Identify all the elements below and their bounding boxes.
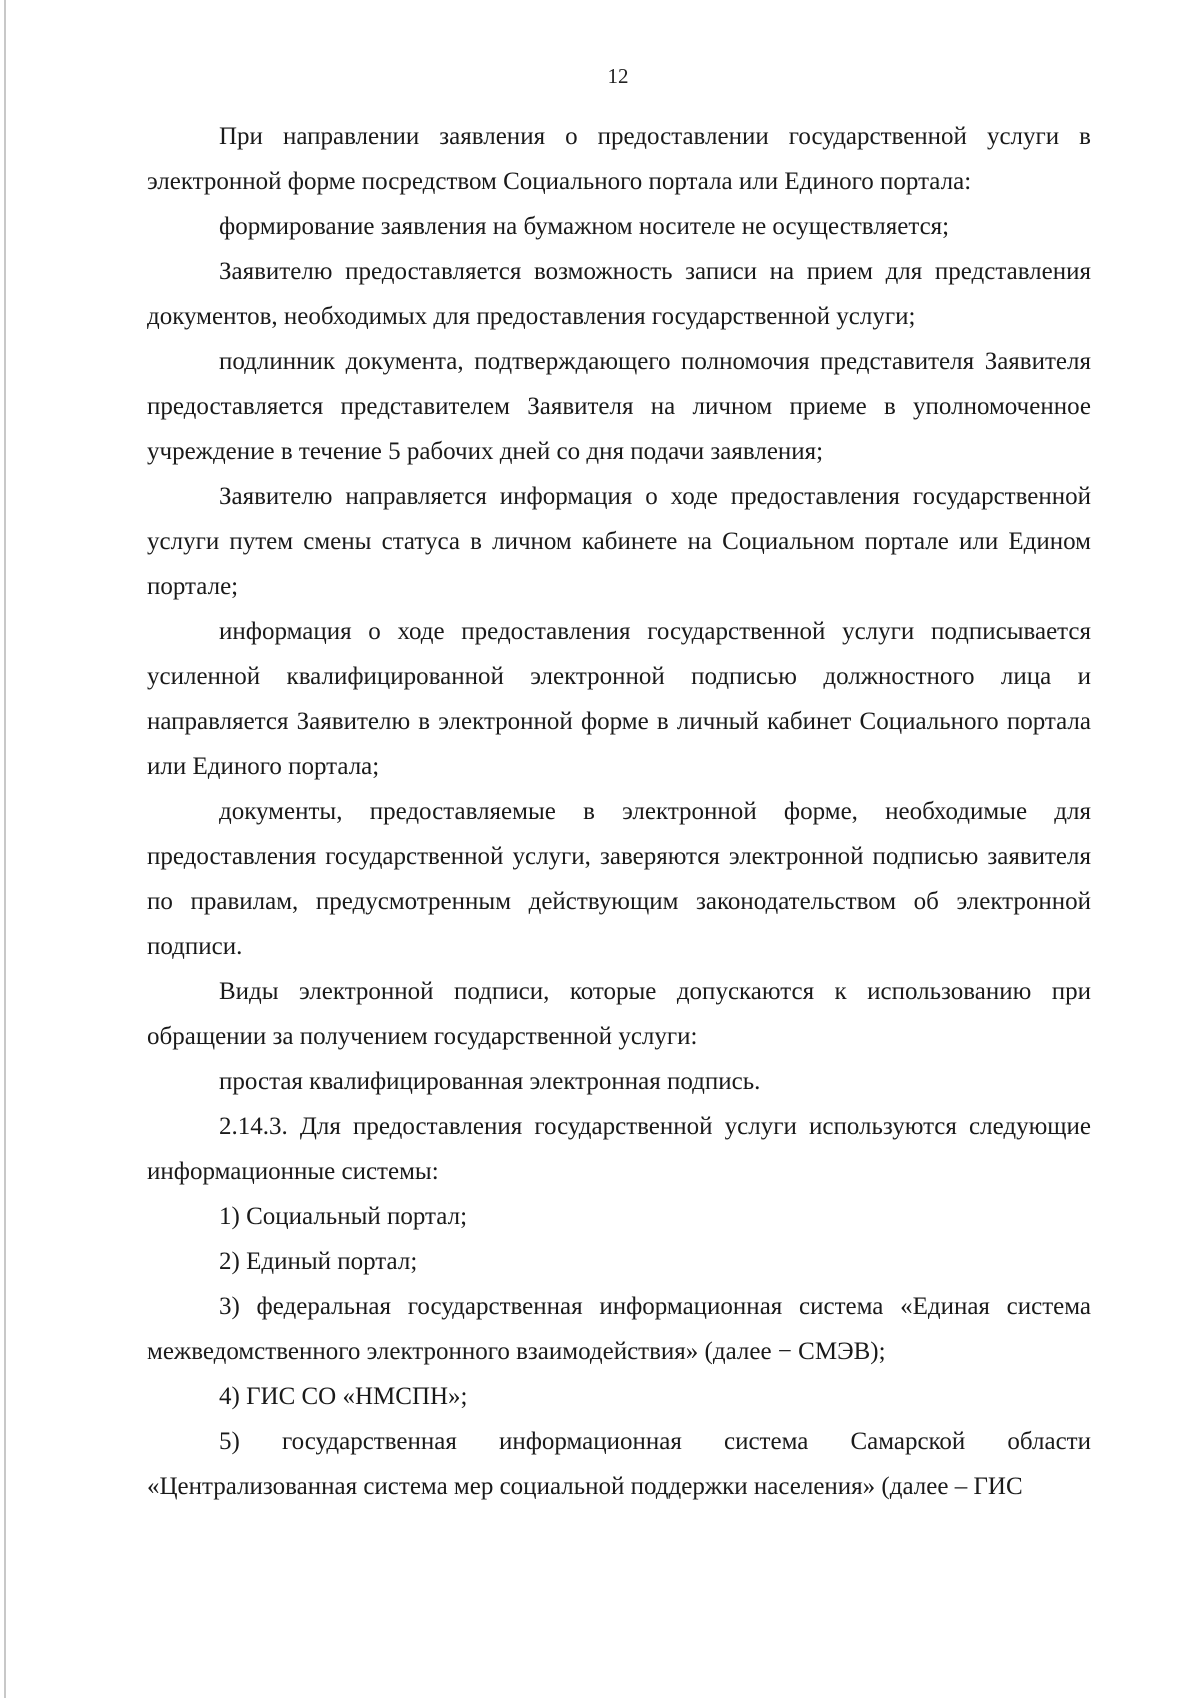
list-item: 4) ГИС СО «НМСПН»;: [219, 1383, 468, 1410]
paragraph: информация о ходе предоставления государственной услуги подписывается усиленной квалифицированной электронной подписью должностного лица и направляется Заявителю в электронной форме в личный кабинет Социального портала или Единого портала;: [147, 618, 1091, 780]
paragraph: Заявителю предоставляется возможность записи на прием для представления документов, необходимых для предоставления государственной услуги;: [147, 258, 1091, 330]
paragraph: формирование заявления на бумажном носителе не осуществляется;: [219, 213, 950, 240]
list-item: 3) федеральная государственная информационная система «Единая система межведомственного электронного взаимодействия» (далее − СМЭВ);: [147, 1293, 1091, 1365]
paragraph: При направлении заявления о предоставлении государственной услуги в электронной форме посредством Социального портала или Единого портала:: [147, 123, 1091, 195]
list-item: 1) Социальный портал;: [219, 1203, 468, 1230]
paragraph: документы, предоставляемые в электронной форме, необходимые для предоставления государственной услуги, заверяются электронной подписью заявителя по правилам, предусмотренным действующим законодательством об электронной подписи.: [147, 798, 1091, 960]
paragraph: 2.14.3. Для предоставления государственной услуги используются следующие информационные системы:: [147, 1113, 1091, 1185]
page-left-edge: [4, 0, 6, 1698]
paragraph: простая квалифицированная электронная подпись.: [219, 1068, 761, 1095]
list-item: 5) государственная информационная система Самарской области «Централизованная система мер социальной поддержки населения» (далее – ГИС: [147, 1428, 1091, 1500]
document-body: [147, 114, 1091, 1509]
paragraph: Виды электронной подписи, которые допускаются к использованию при обращении за получением государственной услуги:: [147, 978, 1091, 1050]
paragraph: Заявителю направляется информация о ходе предоставления государственной услуги путем смены статуса в личном кабинете на Социальном портале или Едином портале;: [147, 483, 1091, 600]
list-item: 2) Единый портал;: [219, 1248, 418, 1275]
page-number: 12: [607, 64, 629, 88]
paragraph: подлинник документа, подтверждающего полномочия представителя Заявителя предоставляется представителем Заявителя на личном приеме в уполномоченное учреждение в течение 5 рабочих дней со дня подачи заявления;: [147, 348, 1091, 465]
